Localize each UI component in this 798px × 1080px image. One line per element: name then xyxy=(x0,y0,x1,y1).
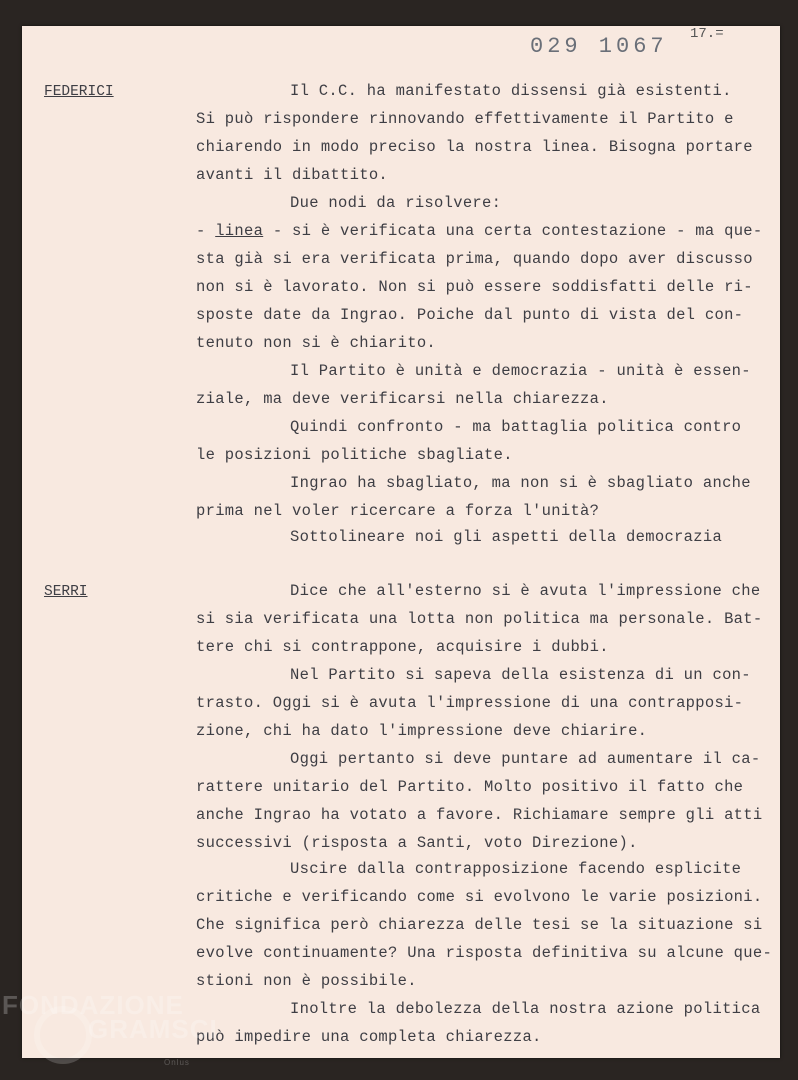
text-line: Quindi confronto - ma battaglia politica contro xyxy=(290,418,742,436)
text-line: le posizioni politiche sbagliate. xyxy=(196,446,513,464)
text-line: Il Partito è unità e democrazia - unità è essen- xyxy=(290,362,751,380)
text-line: successivi (risposta a Santi, voto Direzione). xyxy=(196,834,638,852)
watermark-line1: FONDAZIONE xyxy=(2,990,184,1020)
text-line: chiarendo in modo preciso la nostra linea. Bisogna portare xyxy=(196,138,753,156)
text-line-rest: - si è verificata una certa contestazione - ma que- xyxy=(272,222,763,240)
text-line: si sia verificata una lotta non politica ma personale. Bat- xyxy=(196,610,763,628)
text-line: - linea - si è verificata una certa contestazione - ma que- xyxy=(196,222,763,240)
text-line: Oggi pertanto si deve puntare ad aumentare il ca- xyxy=(290,750,761,768)
speaker-name: SERRI xyxy=(44,584,88,600)
text-line: non si è lavorato. Non si può essere soddisfatti delle ri- xyxy=(196,278,753,296)
text-line: sposte date da Ingrao. Poiche dal punto di vista del con- xyxy=(196,306,744,324)
watermark-line2: GRAMSCI xyxy=(88,1014,218,1044)
text-line: tere chi si contrappone, acquisire i dubbi. xyxy=(196,638,609,656)
text-line: stioni non è possibile. xyxy=(196,972,417,990)
text-line: avanti il dibattito. xyxy=(196,166,389,184)
text-line: prima nel voler ricercare a forza l'unità? xyxy=(196,502,600,520)
document-page xyxy=(22,26,780,1058)
text-line: può impedire una completa chiarezza. xyxy=(196,1028,542,1046)
text-line: Il C.C. ha manifestato dissensi già esistenti. xyxy=(290,82,732,100)
watermark-small: Onlus xyxy=(164,1058,190,1067)
text-line: Uscire dalla contrapposizione facendo esplicite xyxy=(290,860,742,878)
text-line: tenuto non si è chiarito. xyxy=(196,334,437,352)
text-line: Ingrao ha sbagliato, ma non si è sbagliato anche xyxy=(290,474,751,492)
speaker-name: FEDERICI xyxy=(44,84,114,100)
fondazione-gramsci-watermark xyxy=(2,990,218,1067)
text-line: anche Ingrao ha votato a favore. Richiamare sempre gli atti xyxy=(196,806,763,824)
archive-stamp: 029 1067 xyxy=(530,34,668,59)
text-line: Che significa però chiarezza delle tesi se la situazione si xyxy=(196,916,763,934)
text-line: trasto. Oggi si è avuta l'impressione di una contrapposi- xyxy=(196,694,744,712)
text-line: zione, chi ha dato l'impressione deve chiarire. xyxy=(196,722,648,740)
text-line: Inoltre la debolezza della nostra azione politica xyxy=(290,1000,761,1018)
text-line: Due nodi da risolvere: xyxy=(290,194,502,212)
text-line: ziale, ma deve verificarsi nella chiarezza. xyxy=(196,390,609,408)
text-line: Si può rispondere rinnovando effettivamente il Partito e xyxy=(196,110,734,128)
text-line: evolve continuamente? Una risposta definitiva su alcune que- xyxy=(196,944,773,962)
text-line: Nel Partito si sapeva della esistenza di un con- xyxy=(290,666,751,684)
logo-ring-icon xyxy=(34,1006,92,1064)
text-line: critiche e verificando come si evolvono le varie posizioni. xyxy=(196,888,763,906)
page-number: 17.= xyxy=(690,26,724,42)
linea-label: linea xyxy=(215,222,264,240)
text-line: Dice che all'esterno si è avuta l'impressione che xyxy=(290,582,761,600)
text-line: sta già si era verificata prima, quando dopo aver discusso xyxy=(196,250,753,268)
text-line: Sottolineare noi gli aspetti della democrazia xyxy=(290,528,723,546)
text-line: rattere unitario del Partito. Molto positivo il fatto che xyxy=(196,778,744,796)
